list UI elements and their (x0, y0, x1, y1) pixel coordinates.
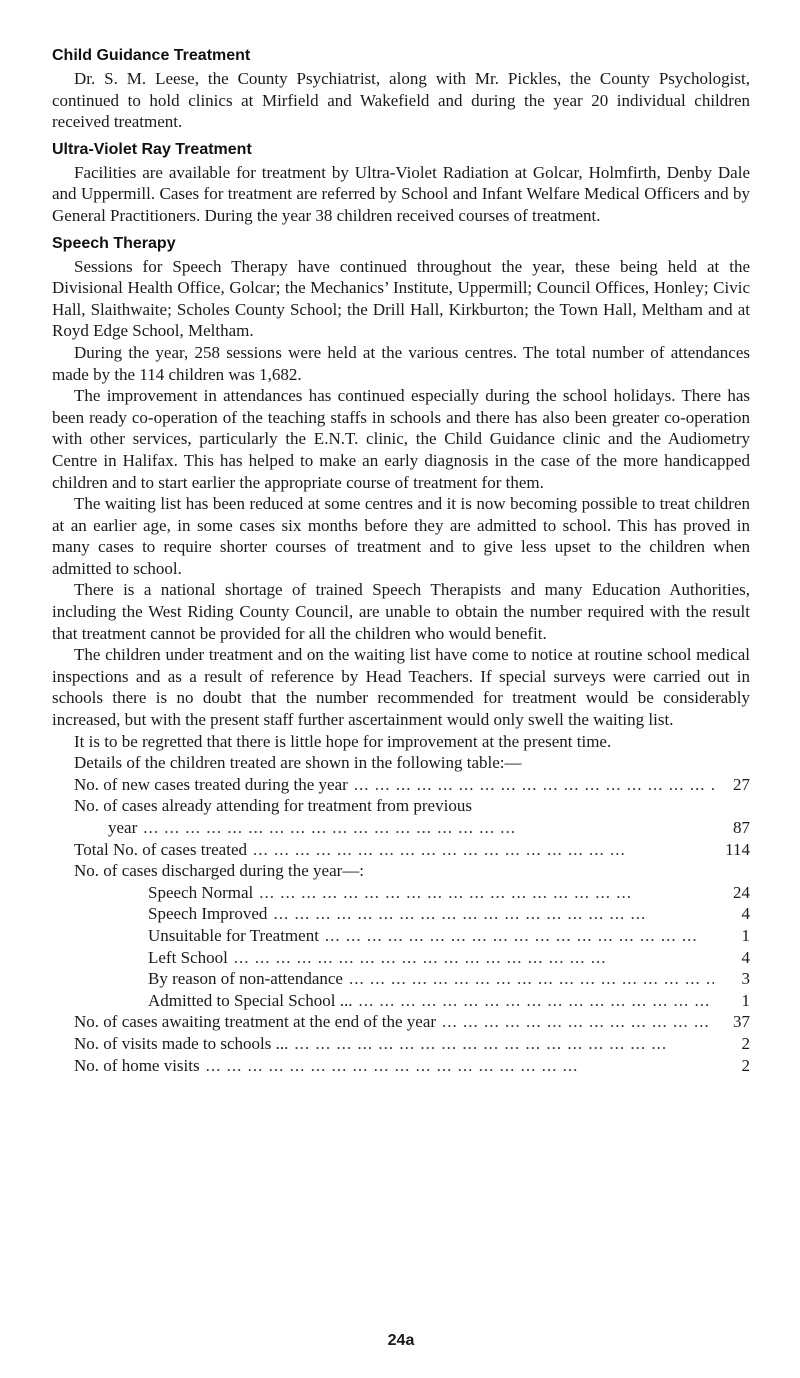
leader-dots (143, 817, 714, 839)
paragraph-speech-7: It is to be regretted that there is little hope for improvement at the present time. (74, 731, 612, 751)
row-label: Unsuitable for Treatment (148, 925, 319, 945)
row-value: 1 (741, 925, 750, 945)
paragraph-speech-6: The children under treatment and on the waiting list have come to notice at routine school medical inspections and as a result of reference by Head Teachers. If special surveys were carried out in schools there is no doubt that the number recommended for treatment would be considerably increased, but with the present staff further ascertainment would only swell the waiting list. (52, 645, 750, 730)
leader-dots (273, 903, 714, 925)
row-value: 2 (741, 1055, 750, 1075)
row-label: No. of visits made to schools ... (74, 1033, 289, 1053)
row-value: 1 (741, 990, 750, 1010)
row-value: 114 (725, 839, 750, 859)
row-label: No. of cases discharged during the year—: (74, 861, 365, 881)
row-label: year (108, 818, 138, 837)
row-label: Admitted to Special School ... (148, 990, 353, 1010)
paragraph-child-guidance: Dr. S. M. Leese, the County Psychiatrist, along with Mr. Pickles, the County Psychologist, continued to hold clinics at Mirfield and Wakefield and during the year 20 individual children received treatment. (52, 69, 750, 132)
row-label: By reason of non-attendance (148, 969, 343, 989)
row-label: No. of cases already attending for treatment from previous (74, 796, 472, 816)
paragraph-speech-8: Details of the children treated are shown in the following table:— (74, 753, 522, 773)
table-row (52, 774, 750, 796)
row-value: 27 (733, 774, 750, 794)
row-label: No. of new cases treated during the year (74, 774, 348, 794)
row-value: 87 (733, 818, 750, 837)
row-value: 4 (741, 904, 750, 924)
document-page (52, 44, 750, 1349)
table-row (52, 903, 750, 925)
leader-dots (442, 1011, 714, 1033)
leader-dots (206, 1055, 714, 1077)
table-row (52, 990, 750, 1012)
paragraph-ultra-violet: Facilities are available for treatment by Ultra-Violet Radiation at Golcar, Holmfirth, Denby Dale and Uppermill. Cases for treatment are referred by School and Infant Welfare Medical Officers and by General Practitioners. During the year 38 children received courses of treatment. (52, 162, 750, 225)
leader-dots (349, 968, 714, 990)
row-label: No. of cases awaiting treatment at the end of the year (74, 1012, 437, 1032)
row-label: No. of home visits (74, 1055, 200, 1075)
leader-dots (325, 925, 714, 947)
table-row (52, 1033, 750, 1055)
paragraph-speech-5: There is a national shortage of trained Speech Therapists and many Education Authorities, including the West Riding County Council, are unable to obtain the number required with the result that treatment cannot be provided for all the children who would benefit. (52, 580, 750, 643)
leader-dots (259, 882, 714, 904)
table-row (52, 1055, 750, 1077)
leader-dots (354, 774, 714, 796)
speech-therapy-table (52, 774, 750, 1076)
paragraph-speech-3: The improvement in attendances has continued especially during the school holidays. There has been ready co-operation of the teaching staffs in schools and there has also been greater co-operation with other services, particularly the E.N.T. clinic, the Child Guidance clinic and the Audiometry Centre in Halifax. This has helped to make an early diagnosis in the case of the more handicapped children and to start earlier the appropriate course of treatment for them. (52, 386, 750, 492)
heading-child-guidance: Child Guidance Treatment (52, 47, 251, 64)
table-row (52, 968, 750, 990)
row-label: Speech Improved (148, 904, 268, 924)
table-row (52, 1011, 750, 1033)
paragraph-speech-2: During the year, 258 sessions were held at the various centres. The total number of attendances made by the 114 children was 1,682. (52, 342, 750, 384)
row-value: 37 (733, 1012, 750, 1032)
table-row (52, 817, 750, 839)
leader-dots (234, 947, 714, 969)
page-number: 24a (387, 1332, 415, 1349)
table-row (52, 947, 750, 969)
row-label: Total No. of cases treated (74, 839, 247, 859)
leader-dots (294, 1033, 714, 1055)
table-row (52, 860, 750, 882)
table-row (52, 839, 750, 861)
table-row (52, 795, 750, 817)
leader-dots (253, 839, 714, 861)
paragraph-speech-4: The waiting list has been reduced at some centres and it is now becoming possible to treat children at an earlier age, in some cases six months before they are admitted to school. This has proved in many cases to require shorter courses of treatment and to give less upset to the children when admitted to school. (52, 494, 750, 578)
table-row (52, 882, 750, 904)
row-value: 24 (733, 882, 750, 902)
table-row (52, 925, 750, 947)
row-label: Speech Normal (148, 882, 254, 902)
row-value: 2 (741, 1033, 750, 1053)
row-value: 4 (741, 947, 750, 967)
heading-ultra-violet: Ultra-Violet Ray Treatment (52, 140, 252, 158)
heading-speech-therapy: Speech Therapy (52, 234, 176, 252)
paragraph-speech-1: Sessions for Speech Therapy have continued throughout the year, these being held at the Divisional Health Office, Golcar; the Mechanics’ Institute, Uppermill; Council Offices, Honley; Civic Hall, Slaithwaite; Scholes County School; the Drill Hall, Kirkburton; the Town Hall, Meltham and at Royd Edge School, Meltham. (52, 256, 750, 341)
leader-dots (358, 990, 714, 1012)
row-label: Left School (148, 947, 228, 967)
row-value: 3 (741, 969, 750, 989)
